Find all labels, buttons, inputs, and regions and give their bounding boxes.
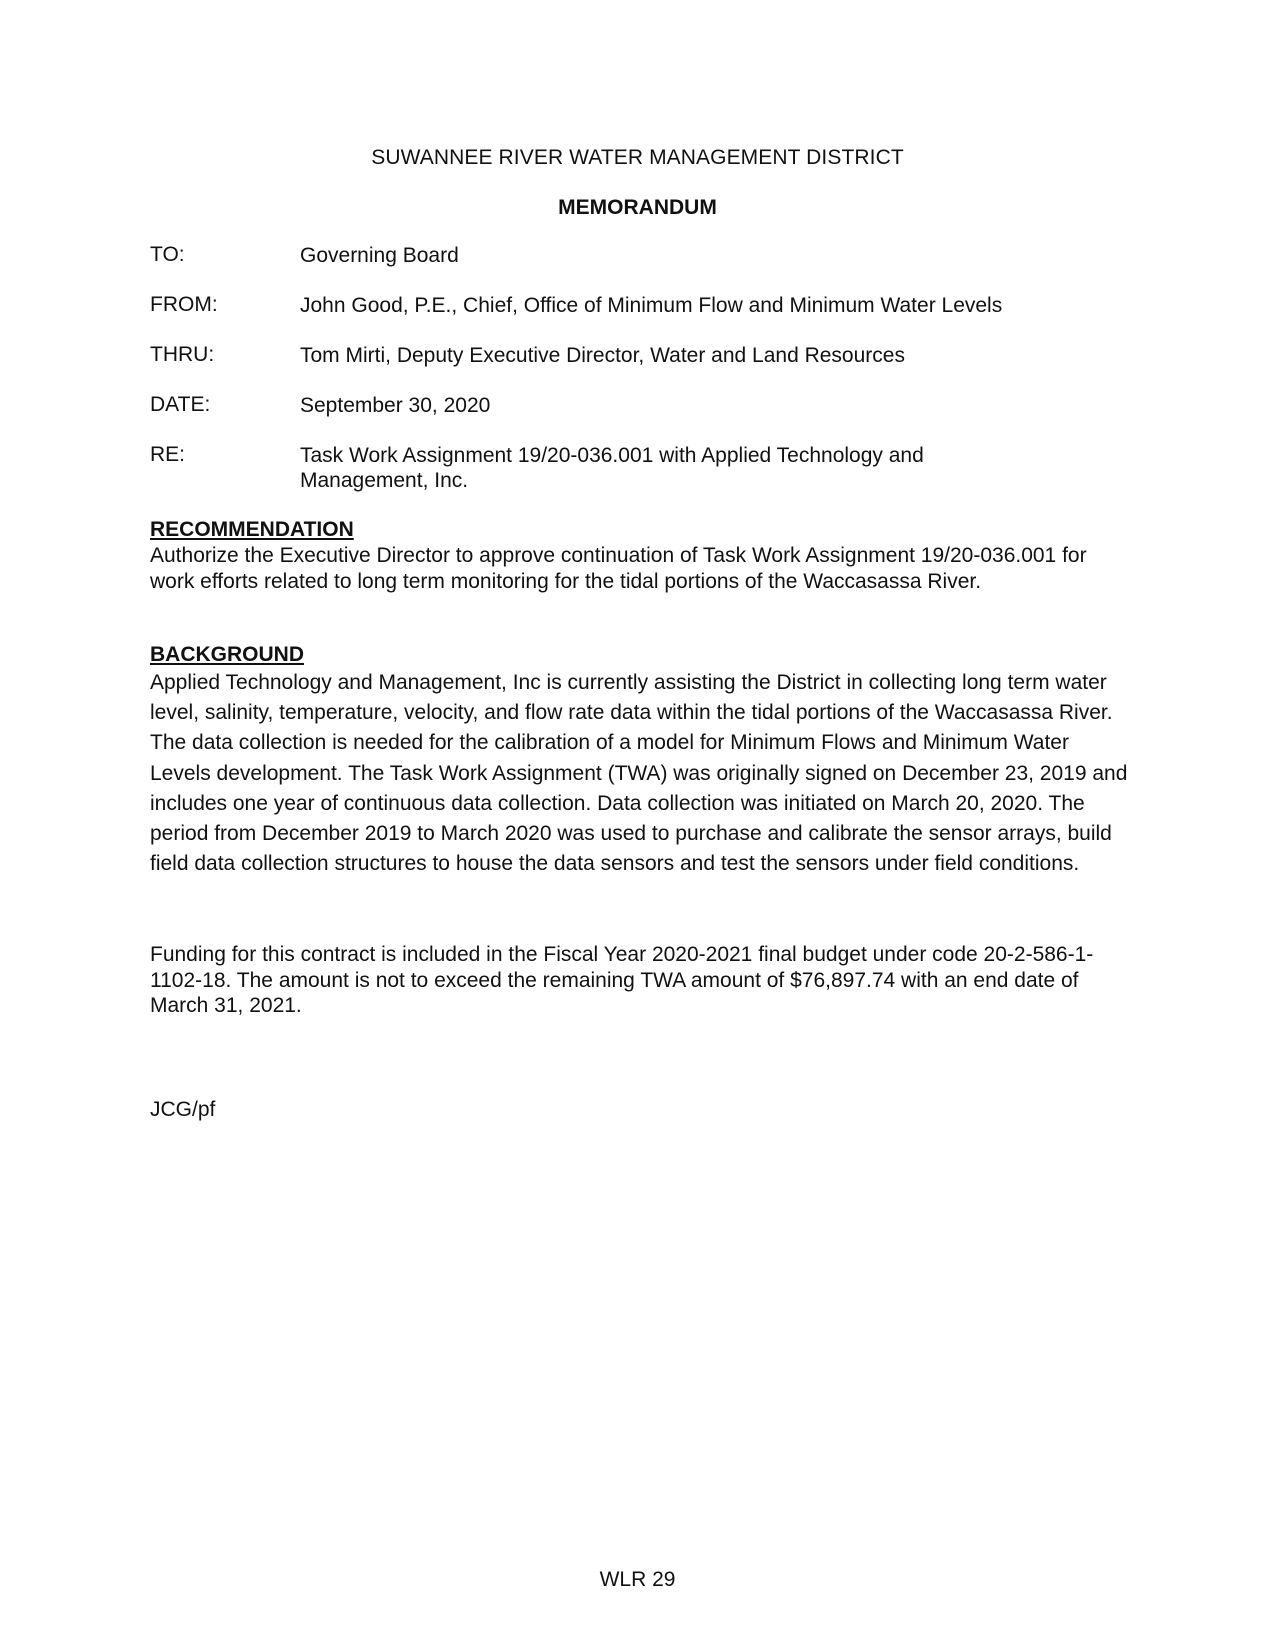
author-initials: JCG/pf <box>150 1098 216 1121</box>
to-value: Governing Board <box>300 244 459 267</box>
recommendation-text: Authorize the Executive Director to approve continuation of Task Work Assignment 19/20-036.001 for work efforts related to long term monitoring for the tidal portions of the Waccasassa River. <box>150 544 1087 593</box>
date-value: September 30, 2020 <box>300 394 491 417</box>
date-label: DATE: <box>150 393 211 416</box>
re-label: RE: <box>150 443 186 466</box>
from-label: FROM: <box>150 293 218 316</box>
funding-text: Funding for this contract is included in the Fiscal Year 2020-2021 final budget under code 20-2-586-1-1102-18. The amount is not to exceed the remaining TWA amount of $76,897.74 with an end date of March 31, 2021. <box>150 943 1094 1017</box>
page-label: WLR 29 <box>599 1568 676 1591</box>
recommendation-heading: RECOMMENDATION <box>150 518 354 541</box>
re-value: Task Work Assignment 19/20-036.001 with Applied Technology and Management, Inc. <box>300 444 924 492</box>
organization-name: SUWANNEE RIVER WATER MANAGEMENT DISTRICT <box>371 146 904 169</box>
memo-title: MEMORANDUM <box>558 196 717 219</box>
background-heading: BACKGROUND <box>150 643 304 666</box>
thru-label: THRU: <box>150 343 215 366</box>
to-label: TO: <box>150 243 185 266</box>
thru-value: Tom Mirti, Deputy Executive Director, Water and Land Resources <box>300 344 905 367</box>
background-text: Applied Technology and Management, Inc is currently assisting the District in collecting long term water level, salinity, temperature, velocity, and flow rate data within the tidal portions of the Waccasassa River. The data collection is needed for the calibration of a model for Minimum Flows and Minimum Water Levels development. The Task Work Assignment (TWA) was originally signed on December 23, 2019 and includes one year of continuous data collection. Data collection was initiated on March 20, 2020. The period from December 2019 to March 2020 was used to purchase and calibrate the sensor arrays, build field data collection structures to house the data sensors and test the sensors under field conditions. <box>150 671 1128 876</box>
from-value: John Good, P.E., Chief, Office of Minimum Flow and Minimum Water Levels <box>300 294 1003 317</box>
